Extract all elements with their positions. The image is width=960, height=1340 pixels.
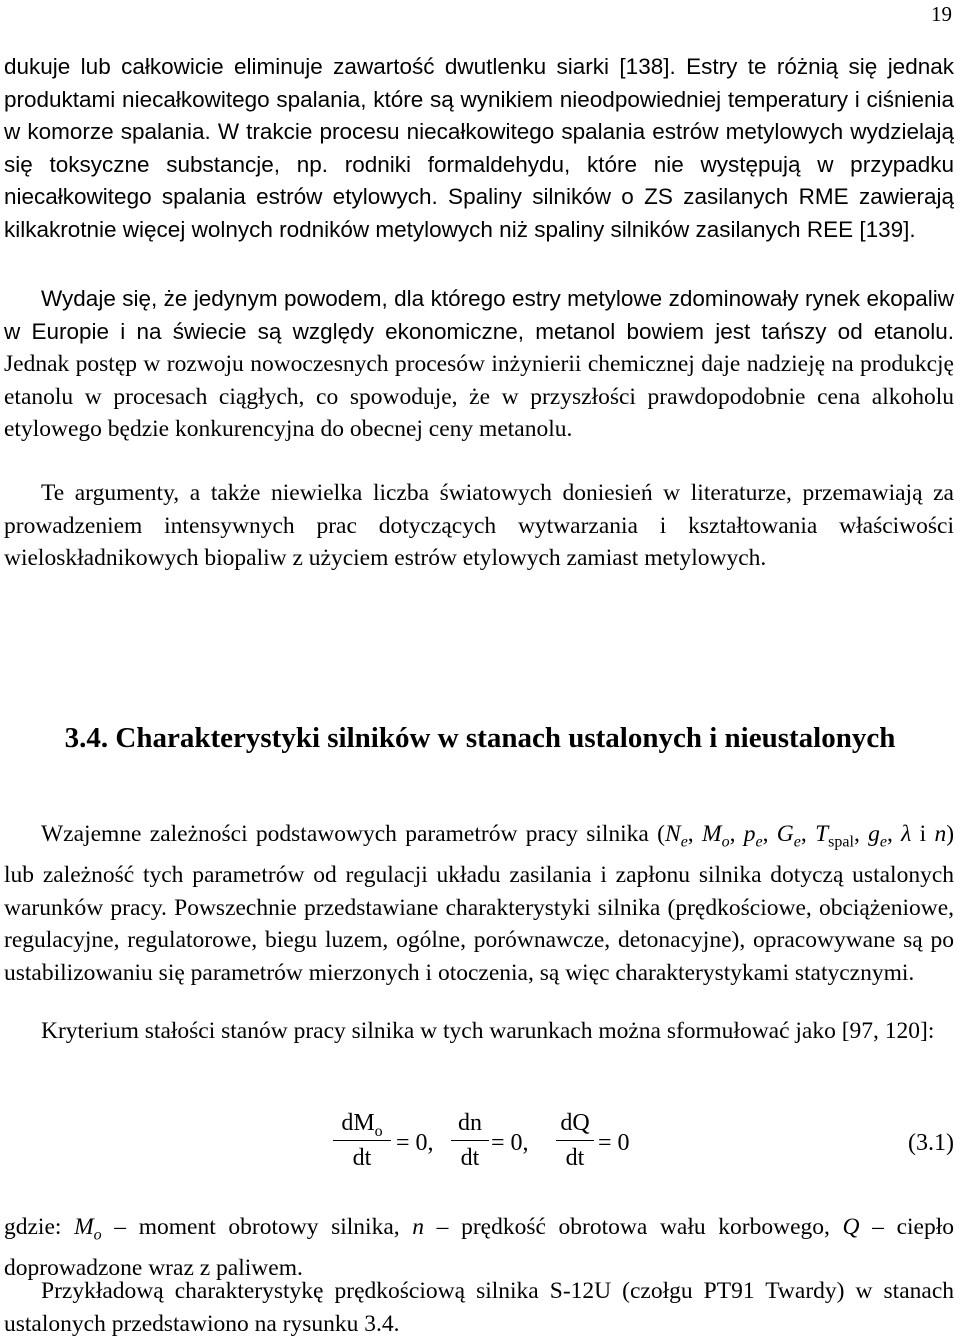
page-number: 19 [931, 2, 952, 26]
paragraph-methyl-esters-dominance-sans: Wydaje się, że jedynym powodem, dla którego estry metylowe zdominowały rynek ekopaliw w Europie i na świecie są względy ekonomiczne, metanol bowiem jest tańszy od etanolu. [4, 286, 954, 344]
paragraph-example-characteristic: Przykładową charakterystykę prędkościową silnika S-12U (czołgu PT91 Twardy) w stanach ustalonych przedstawiono na rysunku 3.4. [4, 1278, 954, 1337]
fraction-dn-dt: dn dt [451, 1108, 489, 1173]
fraction-dQ-dt: dQ dt [556, 1108, 594, 1173]
paragraph-stability-criterion: Kryterium stałości stanów pracy silnika w tych warunkach można sformułować jako [97, 120]: [41, 1018, 935, 1044]
paragraph-esters-combustion: dukuje lub całkowicie eliminuje zawartość dwutlenku siarki [138]. Estry te różnią się jednak produktami niecałkowitego spalania, które są wynikiem nieodpowiedniej temperatury i ciśnienia w komorze spalania. W trakcie procesu niecałkowitego spalania estrów metylowych wydzielają się toksyczne substancje, np. rodniki formaldehydu, które nie występują w przypadku niecałkowitego spalania estrów etylowych. Spaliny silników o ZS zasilanych RME zawierają kilkakrotnie więcej wolnych rodników metylowych niż spaliny silników zasilanych REE [139]. [4, 54, 954, 242]
paragraph-methyl-esters-dominance [4, 283, 954, 446]
equation-3-1: $dM_o$ dt = 0, dn dt = 0, dQ dt = 0 (3.1) [0, 1108, 960, 1188]
fraction-dMo-dt: $dM_o$ dt [333, 1108, 391, 1173]
paragraph-engine-parameters: Wzajemne zależności podstawowych parametrów pracy silnika ($N_e$, $M_o$, $p_e$, $G_e$, $T_{spal}$, $g_e$, λ i n) lub zależność tych parametrów od regulacji układu zasilania i zapłonu silnika dotyczą ustalonych warunków pracy. Powszechnie przedstawiane charakterystyki silnika (prędkościowe, obciążeniowe, regulacyjne, regulatorowe, biegu luzem, ogólne, porównawcze, detonacyjne), opracowywane są po ustabilizowaniu się parametrów mierzonych i otoczenia, są więc charakterystykami statycznymi. [4, 821, 955, 986]
paragraph-symbol-definitions: gdzie: $M_o$ – moment obrotowy silnika, n – prędkość obrotowa wału korbowego, Q – ciepło doprowadzone wraz z paliwem. [4, 1214, 954, 1282]
paragraph-arguments: Te argumenty, a także niewielka liczba światowych doniesień w literaturze, przemawiają za prowadzeniem intensywnych prac dotyczących wytwarzania i kształtowania właściwości wieloskładnikowych biopaliw z użyciem estrów etylowych zamiast metylowych. [4, 480, 954, 571]
paragraph-ethanol-outlook: Jednak postęp w rozwoju nowoczesnych procesów inżynierii chemicznej daje nadzieję na produkcję etanolu w procesach ciągłych, co spowoduje, że w przyszłości prawdopodobnie cena alkoholu etylowego będzie konkurencyjna do obecnej ceny metanolu. [4, 351, 954, 442]
section-heading: 3.4. Charakterystyki silników w stanach ustalonych i nieustalonych [64, 722, 896, 754]
equation-number: (3.1) [908, 1130, 954, 1156]
